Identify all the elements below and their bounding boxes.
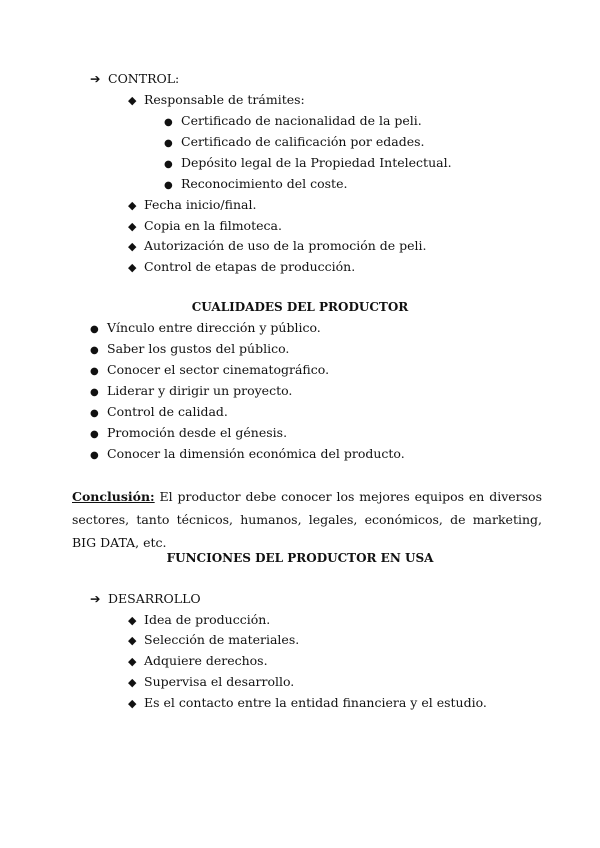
- list-item: ◆ Adquiere derechos.: [128, 653, 268, 668]
- list-item: ● Conocer la dimensión económica del producto.: [90, 446, 405, 464]
- diamond-bullet-icon: ◆: [128, 261, 137, 274]
- diamond-bullet-icon: ◆: [128, 614, 137, 627]
- bullet-icon: ●: [90, 429, 99, 440]
- arrow-right-icon: ➔: [90, 591, 101, 606]
- bullet-icon: ●: [164, 138, 173, 149]
- conclusion-label: Conclusión:: [72, 489, 155, 504]
- bullet-icon: ●: [164, 117, 173, 128]
- funciones-heading: FUNCIONES DEL PRODUCTOR EN USA: [166, 551, 434, 565]
- bullet-icon: ●: [164, 159, 173, 170]
- list-item: ● Reconocimiento del coste.: [164, 176, 347, 194]
- list-item: ● Liderar y dirigir un proyecto.: [90, 383, 292, 401]
- diamond-bullet-icon: ◆: [128, 94, 137, 107]
- bullet-icon: ●: [90, 324, 99, 335]
- desarrollo-title: DESARROLLO: [108, 591, 201, 606]
- bullet-icon: ●: [90, 366, 99, 377]
- list-item: ◆ Responsable de trámites:: [128, 92, 305, 107]
- conclusion-text: El productor debe conocer los mejores equipos en diversos sectores, tanto técnicos, humanos, legales, económicos, de marketing, BIG DATA, etc.: [72, 489, 542, 550]
- diamond-bullet-icon: ◆: [128, 199, 137, 212]
- list-item: ● Conocer el sector cinematográfico.: [90, 362, 329, 380]
- diamond-bullet-icon: ◆: [128, 655, 137, 668]
- diamond-bullet-icon: ◆: [128, 220, 137, 233]
- diamond-bullet-icon: ◆: [128, 676, 137, 689]
- diamond-bullet-icon: ◆: [128, 240, 137, 253]
- diamond-bullet-icon: ◆: [128, 634, 137, 647]
- list-item: ● Promoción desde el génesis.: [90, 425, 287, 443]
- control-title-line: [90, 71, 179, 87]
- bullet-icon: ●: [90, 450, 99, 461]
- desarrollo-title-line: [90, 591, 201, 607]
- list-item: ◆ Autorización de uso de la promoción de peli.: [128, 238, 427, 253]
- list-item: ● Control de calidad.: [90, 404, 228, 422]
- list-item: ● Certificado de nacionalidad de la peli.: [164, 113, 422, 131]
- list-item: ◆ Copia en la filmoteca.: [128, 218, 282, 233]
- list-item: ◆ Selección de materiales.: [128, 632, 300, 647]
- list-item: ◆ Control de etapas de producción.: [128, 259, 356, 274]
- list-item: ● Depósito legal de la Propiedad Intelectual.: [164, 155, 452, 173]
- bullet-icon: ●: [90, 408, 99, 419]
- bullet-icon: ●: [90, 345, 99, 356]
- cualidades-heading: CUALIDADES DEL PRODUCTOR: [191, 300, 409, 314]
- control-title: CONTROL:: [108, 71, 180, 86]
- list-item: ◆ Idea de producción.: [128, 612, 271, 627]
- list-item: ● Vínculo entre dirección y público.: [90, 320, 321, 338]
- list-item: ◆ Supervisa el desarrollo.: [128, 674, 295, 689]
- list-item: ● Certificado de calificación por edades.: [164, 134, 425, 152]
- arrow-right-icon: ➔: [90, 71, 101, 86]
- diamond-bullet-icon: ◆: [128, 697, 137, 710]
- list-item: ◆ Fecha inicio/final.: [128, 197, 257, 212]
- list-item: ● Saber los gustos del público.: [90, 341, 289, 359]
- bullet-icon: ●: [90, 387, 99, 398]
- list-item: ◆ Es el contacto entre la entidad financiera y el estudio.: [128, 695, 487, 710]
- bullet-icon: ●: [164, 180, 173, 191]
- conclusion-paragraph: [72, 485, 542, 554]
